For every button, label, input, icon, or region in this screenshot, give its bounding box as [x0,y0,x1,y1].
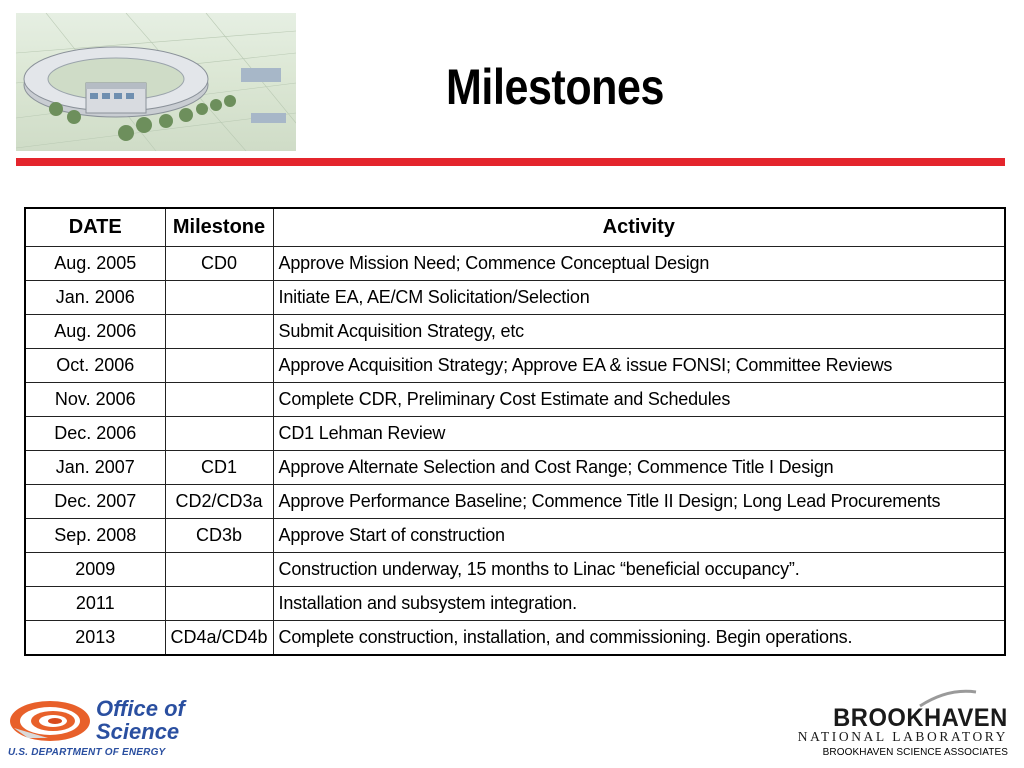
milestone-cell: CD2/CD3a [165,485,273,519]
date-cell: Aug. 2006 [25,315,165,349]
milestone-cell [165,587,273,621]
bnl-name: BROOKHAVEN [833,704,1008,732]
table-row [25,621,1005,656]
page-title: Milestones [446,59,664,115]
date-cell: Sep. 2008 [25,519,165,553]
activity-cell: Construction underway, 15 months to Linac “beneficial occupancy”. [273,553,1005,587]
doe-logo-line1: Office of [96,696,185,721]
doe-swirl-icon [8,694,92,748]
activity-cell: Complete CDR, Preliminary Cost Estimate and Schedules [273,383,1005,417]
table-row [25,383,1005,417]
doe-logo-line2: Science [96,719,180,744]
bnl-lab-line: NATIONAL LABORATORY [797,729,1008,744]
activity-cell: CD1 Lehman Review [273,417,1005,451]
table-header-row [25,208,1005,247]
doe-office-of-science-logo [8,692,220,762]
activity-cell: Approve Acquisition Strategy; Approve EA & issue FONSI; Committee Reviews [273,349,1005,383]
table-row [25,247,1005,281]
table-row [25,553,1005,587]
activity-cell: Approve Mission Need; Commence Conceptual Design [273,247,1005,281]
red-divider [16,158,1005,166]
date-cell: 2013 [25,621,165,656]
milestones-table [24,207,1006,656]
table-row [25,519,1005,553]
date-cell: Oct. 2006 [25,349,165,383]
doe-logo-dept: U.S. DEPARTMENT OF ENERGY [8,747,166,758]
activity-cell: Approve Alternate Selection and Cost Range; Commence Title I Design [273,451,1005,485]
table-row [25,587,1005,621]
activity-cell: Complete construction, installation, and commissioning. Begin operations. [273,621,1005,656]
header-milestone: Milestone [165,208,273,247]
table-row [25,417,1005,451]
date-cell: 2011 [25,587,165,621]
date-cell: Dec. 2007 [25,485,165,519]
milestone-cell: CD0 [165,247,273,281]
table-row [25,485,1005,519]
milestone-cell [165,383,273,417]
table-row [25,451,1005,485]
milestone-cell [165,281,273,315]
date-cell: Nov. 2006 [25,383,165,417]
milestone-cell: CD4a/CD4b [165,621,273,656]
brookhaven-logo [788,686,1008,762]
milestone-cell: CD3b [165,519,273,553]
milestone-cell [165,349,273,383]
header-activity: Activity [273,208,1005,247]
milestone-cell [165,315,273,349]
table-row [25,315,1005,349]
activity-cell: Submit Acquisition Strategy, etc [273,315,1005,349]
activity-cell: Installation and subsystem integration. [273,587,1005,621]
milestone-cell [165,417,273,451]
activity-cell: Approve Start of construction [273,519,1005,553]
activity-cell: Initiate EA, AE/CM Solicitation/Selection [273,281,1005,315]
header-date: DATE [25,208,165,247]
activity-cell: Approve Performance Baseline; Commence Title II Design; Long Lead Procurements [273,485,1005,519]
date-cell: Jan. 2006 [25,281,165,315]
date-cell: Jan. 2007 [25,451,165,485]
date-cell: Dec. 2006 [25,417,165,451]
milestone-cell [165,553,273,587]
milestone-cell: CD1 [165,451,273,485]
table-row [25,349,1005,383]
table-row [25,281,1005,315]
date-cell: Aug. 2005 [25,247,165,281]
date-cell: 2009 [25,553,165,587]
bnl-associates: BROOKHAVEN SCIENCE ASSOCIATES [822,747,1008,758]
facility-rendering-image [16,13,296,151]
